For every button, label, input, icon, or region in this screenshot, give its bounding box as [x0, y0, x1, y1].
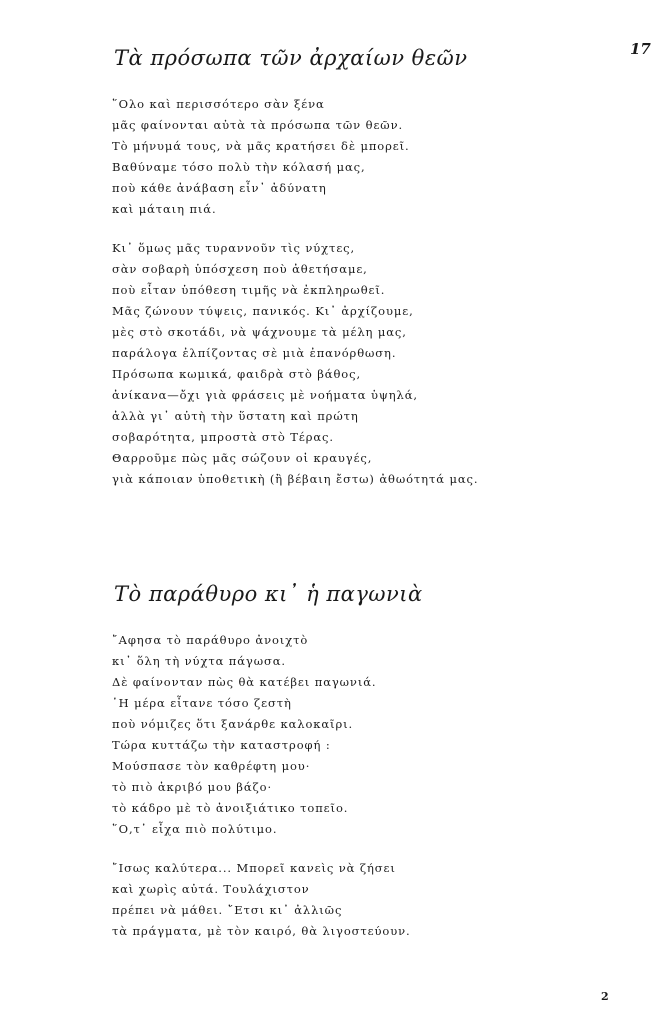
verse-line: κι᾿ ὅλη τὴ νύχτα πάγωσα. [112, 654, 286, 668]
verse-line: τὸ κάδρο μὲ τὸ ἀνοιξιάτικο τοπεῖο. [112, 801, 349, 815]
verse-line: ἀνίκανα—ὄχι γιὰ φράσεις μὲ νοήματα ὑψηλά, [112, 388, 418, 402]
verse-line: Μούσπασε τὸν καθρέφτη μου· [112, 759, 311, 773]
verse-line: Τὸ μήνυμά τους, νὰ μᾶς κρατήσει δὲ μπορεῖ. [112, 139, 410, 153]
poem-title: Τὰ πρόσωπα τῶν ἀρχαίων θεῶν [114, 46, 468, 70]
verse-line: ῾Η μέρα εἶτανε τόσο ζεστὴ [112, 696, 292, 710]
verse-line: καὶ χωρὶς αὐτά. Τουλάχιστον [112, 882, 310, 896]
verse-line: Πρόσωπα κωμικά, φαιδρὰ στὸ βάθος, [112, 367, 362, 381]
verse-line: ῎Ισως καλύτερα... Μπορεῖ κανεὶς νὰ ζήσει [112, 861, 396, 875]
stanza [112, 630, 376, 840]
verse-line: Τώρα κυττάζω τὴν καταστροφή : [112, 738, 331, 752]
stanza [112, 238, 478, 490]
verse-line: ῞Ολο καὶ περισσότερο σὰν ξένα [112, 97, 325, 111]
verse-line: παράλογα ἐλπίζοντας σὲ μιὰ ἐπανόρθωση. [112, 346, 397, 360]
verse-line: τὸ πιὸ ἀκριβό μου βάζο· [112, 780, 273, 794]
verse-line: Θαρροῦμε πὼς μᾶς σώζουν οἱ κραυγές, [112, 451, 373, 465]
verse-line: τὰ πράγματα, μὲ τὸν καιρό, θὰ λιγοστεύουν. [112, 924, 411, 938]
verse-line: ποὺ κάθε ἀνάβαση εἶν᾿ ἀδύνατη [112, 181, 327, 195]
verse-line: σοβαρότητα, μπροστὰ στὸ Τέρας. [112, 430, 334, 444]
verse-line: γιὰ κάποιαν ὑποθετικὴ (ἢ βέβαιη ἔστω) ἀθωότητά μας. [112, 472, 479, 486]
verse-line: Βαθύναμε τόσο πολὺ τὴν κόλασή μας, [112, 160, 366, 174]
stanza [112, 858, 411, 942]
page-number: 17 [630, 40, 651, 58]
verse-line: ῞Ο,τ᾿ εἶχα πιὸ πολύτιμο. [112, 822, 278, 836]
verse-line: πρέπει νὰ μάθει. ῎Ετσι κι᾿ ἀλλιῶς [112, 903, 343, 917]
verse-line: ῎Αφησα τὸ παράθυρο ἀνοιχτὸ [112, 633, 309, 647]
stanza [112, 94, 410, 220]
verse-line: μᾶς φαίνονται αὐτὰ τὰ πρόσωπα τῶν θεῶν. [112, 118, 404, 132]
verse-line: μὲς στὸ σκοτάδι, νὰ ψάχνουμε τὰ μέλη μας, [112, 325, 407, 339]
verse-line: Κι᾿ ὅμως μᾶς τυραννοῦν τὶς νύχτες, [112, 241, 356, 255]
verse-line: Μᾶς ζώνουν τύψεις, πανικός. Κι᾿ ἀρχίζουμε, [112, 304, 414, 318]
verse-line: ποὺ εἶταν ὑπόθεση τιμῆς νὰ ἐκπληρωθεῖ. [112, 283, 386, 297]
verse-line: ποὺ νόμιζες ὅτι ξανάρθε καλοκαῖρι. [112, 717, 354, 731]
verse-line: καὶ μάταιη πιά. [112, 202, 217, 216]
verse-line: σὰν σοβαρὴ ὑπόσχεση ποὺ ἀθετήσαμε, [112, 262, 368, 276]
verse-line: Δὲ φαίνονταν πὼς θὰ κατέβει παγωνιά. [112, 675, 377, 689]
verse-line: ἀλλὰ γι᾿ αὐτὴ τὴν ὕστατη καὶ πρώτη [112, 409, 359, 423]
footer-mark: 2 [601, 990, 609, 1003]
poem-title: Τὸ παράθυρο κι᾿ ἡ παγωνιὰ [114, 582, 423, 606]
